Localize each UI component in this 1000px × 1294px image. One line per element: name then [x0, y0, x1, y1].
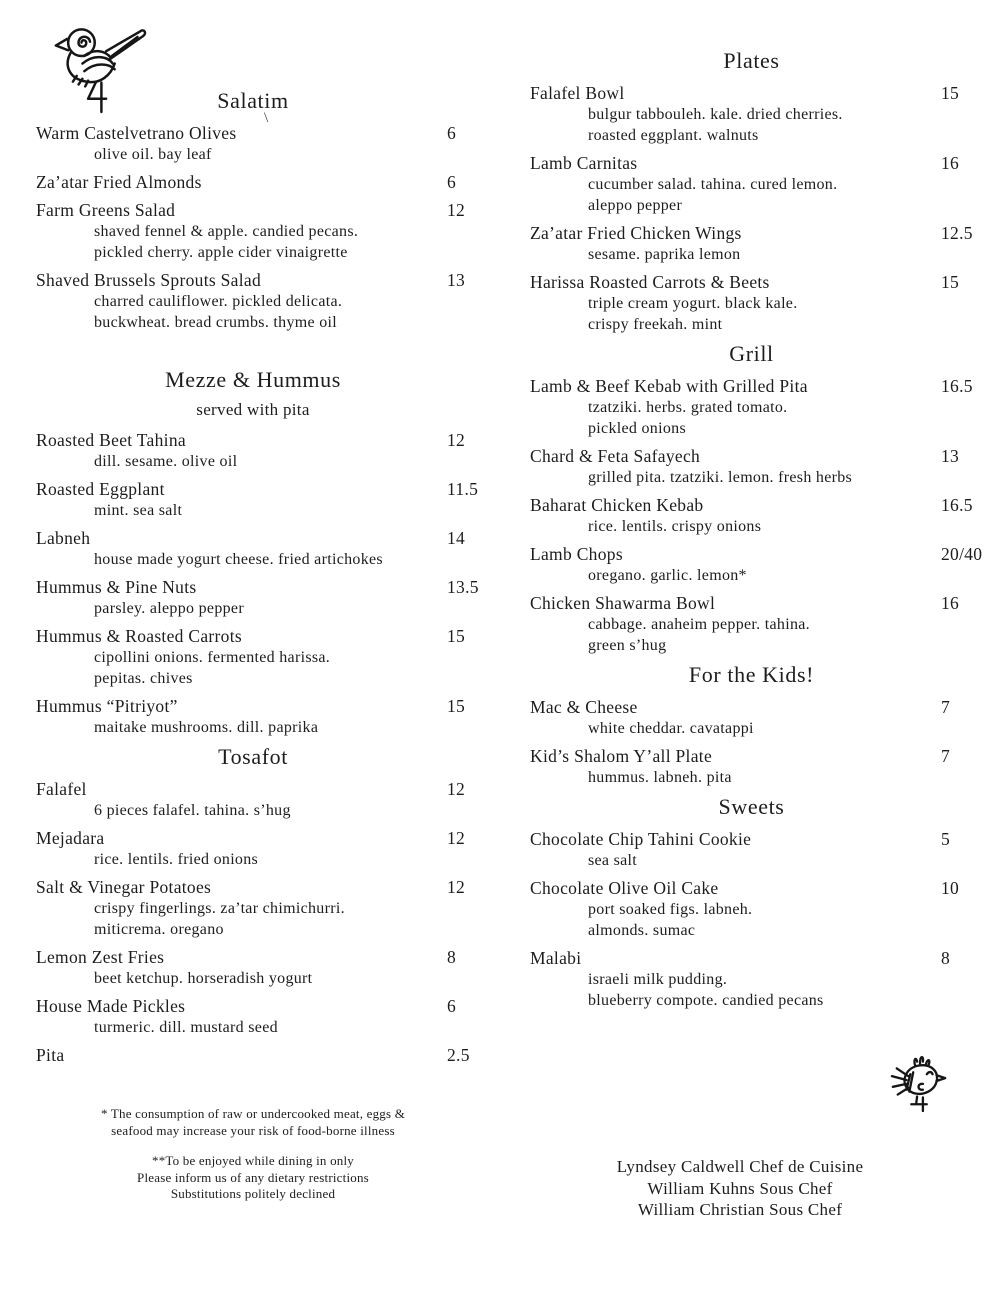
- item-price: 7: [941, 746, 951, 766]
- text-line: William Christian Sous Chef: [637, 1200, 843, 1219]
- item-row: [530, 947, 973, 969]
- item-description: cipollini onions. fermented harissa.: [94, 649, 331, 666]
- chef-credits: [522, 1156, 958, 1221]
- item-price: 8: [447, 947, 457, 967]
- item-description: sesame. paprika lemon: [588, 246, 741, 263]
- item-description: oregano. garlic. lemon*: [588, 567, 747, 584]
- item-row: [530, 828, 973, 850]
- item-row: [36, 576, 479, 598]
- item-row: [530, 82, 973, 104]
- menu-item-chicken-shawarma-bowl: [530, 592, 973, 656]
- menu-item-chocolate-chip-tahini-cookie: [530, 828, 973, 871]
- menu-item-lamb-beef-kebab-with-grilled-pita: [530, 375, 973, 439]
- item-row: [36, 269, 470, 291]
- section-title-for-the-kids: For the Kids!: [688, 662, 815, 687]
- item-name: Hummus & Pine Nuts: [36, 577, 197, 597]
- item-row: [36, 625, 470, 647]
- text-line: William Kuhns Sous Chef: [647, 1178, 833, 1198]
- item-row: [36, 122, 470, 144]
- item-name: Hummus “Pitriyot”: [36, 696, 178, 716]
- item-row: [36, 778, 470, 800]
- item-description: tzatziki. herbs. grated tomato.: [588, 399, 788, 416]
- item-description: rice. lentils. fried onions: [94, 851, 259, 868]
- menu-item-hummus-roasted-carrots: [36, 625, 470, 689]
- left-column: [36, 88, 479, 1072]
- item-price: 13: [447, 270, 466, 290]
- footnote-dining: [36, 1153, 470, 1203]
- item-description: almonds. sumac: [588, 922, 696, 939]
- item-price: 2.5: [447, 1045, 470, 1065]
- footnotes: [36, 1106, 470, 1203]
- item-name: Harissa Roasted Carrots & Beets: [530, 272, 770, 292]
- item-name: Chocolate Olive Oil Cake: [530, 878, 719, 898]
- item-name: Shaved Brussels Sprouts Salad: [36, 270, 262, 290]
- item-price: 12: [447, 828, 466, 848]
- menu-section-tosafot: [36, 744, 470, 1066]
- item-name: Baharat Chicken Kebab: [530, 495, 704, 515]
- section-title-salatim: Salatim: [217, 88, 289, 113]
- item-row: [36, 827, 470, 849]
- footnote-consumption: [36, 1106, 470, 1139]
- item-row: [530, 152, 973, 174]
- item-row: [36, 695, 470, 717]
- item-price: 15: [447, 696, 466, 716]
- item-description: 6 pieces falafel. tahina. s’hug: [94, 802, 291, 819]
- item-row: [530, 494, 973, 516]
- item-row: [36, 946, 470, 968]
- item-row: [36, 429, 470, 451]
- item-description: shaved fennel & apple. candied pecans.: [94, 223, 359, 240]
- item-name: Lamb Carnitas: [530, 153, 638, 173]
- item-description: beet ketchup. horseradish yogurt: [94, 970, 313, 987]
- item-description: pepitas. chives: [94, 670, 193, 687]
- item-description: crispy freekah. mint: [588, 316, 723, 333]
- item-row: [530, 271, 973, 293]
- menu-item-kid-s-shalom-y-all-plate: [530, 745, 973, 788]
- item-description: port soaked figs. labneh.: [588, 901, 753, 918]
- item-row: [530, 375, 973, 397]
- rooster-icon: [886, 1050, 954, 1112]
- item-row: [530, 445, 973, 467]
- item-price: 11.5: [447, 479, 479, 499]
- item-price: 16.5: [941, 376, 973, 396]
- text-line: Lyndsey Caldwell Chef de Cuisine: [616, 1157, 864, 1176]
- item-description: pickled onions: [588, 420, 686, 437]
- item-description: triple cream yogurt. black kale.: [588, 295, 798, 312]
- item-row: [530, 745, 973, 767]
- item-price: 5: [941, 829, 951, 849]
- item-description: rice. lentils. crispy onions: [588, 518, 762, 535]
- text-line: **To be enjoyed while dining in only: [152, 1153, 354, 1168]
- menu-item-labneh: [36, 527, 470, 570]
- item-price: 13: [941, 446, 960, 466]
- item-name: Za’atar Fried Chicken Wings: [530, 223, 742, 243]
- item-name: Chocolate Chip Tahini Cookie: [530, 829, 752, 849]
- item-name: House Made Pickles: [36, 996, 186, 1016]
- menu-section-mezze-hummus: [36, 367, 479, 738]
- item-price: 12: [447, 877, 466, 897]
- menu-item-warm-castelvetrano-olives: [36, 122, 470, 165]
- item-name: Chard & Feta Safayech: [530, 446, 701, 466]
- item-name: Farm Greens Salad: [36, 200, 176, 220]
- item-price: 6: [447, 123, 457, 143]
- item-row: [530, 543, 983, 565]
- item-row: [36, 995, 470, 1017]
- menu-section-sweets: [530, 794, 973, 1011]
- item-description: dill. sesame. olive oil: [94, 453, 238, 470]
- item-price: 12: [447, 779, 466, 799]
- item-price: 12: [447, 430, 466, 450]
- item-description: miticrema. oregano: [94, 921, 224, 938]
- item-description: roasted eggplant. walnuts: [588, 127, 759, 144]
- menu-item-house-made-pickles: [36, 995, 470, 1038]
- item-name: Falafel: [36, 779, 87, 799]
- item-price: 7: [941, 697, 951, 717]
- item-name: Za’atar Fried Almonds: [36, 172, 202, 192]
- item-row: [530, 696, 973, 718]
- left-sections: [36, 88, 479, 1066]
- item-row: [36, 876, 470, 898]
- item-description: sea salt: [588, 852, 638, 869]
- menu-item-falafel-bowl: [530, 82, 973, 146]
- item-row: [36, 527, 470, 549]
- item-row: [530, 592, 973, 614]
- menu-item-roasted-eggplant: [36, 478, 479, 521]
- item-price: 15: [447, 626, 466, 646]
- item-name: Lamb Chops: [530, 544, 623, 564]
- menu-item-roasted-beet-tahina: [36, 429, 470, 472]
- stray-mark: \: [264, 110, 269, 126]
- menu-item-za-atar-fried-almonds: [36, 171, 470, 193]
- menu-section-plates: [530, 48, 973, 335]
- item-name: Mac & Cheese: [530, 697, 638, 717]
- item-name: Hummus & Roasted Carrots: [36, 626, 243, 646]
- section-title-plates: Plates: [723, 48, 780, 73]
- item-description: charred cauliflower. pickled delicata.: [94, 293, 343, 310]
- item-name: Malabi: [530, 948, 582, 968]
- item-price: 10: [941, 878, 960, 898]
- menu-item-farm-greens-salad: [36, 199, 470, 263]
- item-price: 13.5: [447, 577, 479, 597]
- item-description: cabbage. anaheim pepper. tahina.: [588, 616, 810, 633]
- item-row: [36, 199, 470, 221]
- menu-item-shaved-brussels-sprouts-salad: [36, 269, 470, 333]
- item-price: 6: [447, 996, 457, 1016]
- item-row: [36, 478, 479, 500]
- item-description: crispy fingerlings. za’tar chimichurri.: [94, 900, 345, 917]
- right-sections: [530, 48, 983, 1011]
- item-price: 6: [447, 172, 457, 192]
- menu-item-pita: [36, 1044, 470, 1066]
- item-description: mint. sea salt: [94, 502, 183, 519]
- section-title-sweets: Sweets: [718, 794, 785, 819]
- item-description: green s’hug: [588, 637, 667, 654]
- item-description: white cheddar. cavatappi: [588, 720, 754, 737]
- item-description: parsley. aleppo pepper: [94, 600, 244, 617]
- text-line: seafood may increase your risk of food-borne illness: [111, 1122, 395, 1138]
- menu-section-grill: [530, 341, 983, 656]
- section-title-mezze-hummus: Mezze & Hummus: [165, 367, 341, 392]
- section-title-tosafot: Tosafot: [218, 744, 288, 769]
- item-name: Chicken Shawarma Bowl: [530, 593, 716, 613]
- item-price: 16: [941, 593, 960, 613]
- item-name: Salt & Vinegar Potatoes: [36, 877, 212, 897]
- section-subtitle: served with pita: [196, 400, 310, 419]
- item-name: Roasted Eggplant: [36, 479, 165, 499]
- item-description: pickled cherry. apple cider vinaigrette: [94, 244, 348, 261]
- item-description: house made yogurt cheese. fried artichokes: [94, 551, 383, 568]
- item-description: turmeric. dill. mustard seed: [94, 1019, 278, 1036]
- item-description: buckwheat. bread crumbs. thyme oil: [94, 314, 338, 331]
- menu-item-chocolate-olive-oil-cake: [530, 877, 973, 941]
- item-price: 8: [941, 948, 951, 968]
- item-row: [530, 877, 973, 899]
- item-price: 12.5: [941, 223, 973, 243]
- right-column: [530, 48, 983, 1017]
- menu-item-lemon-zest-fries: [36, 946, 470, 989]
- item-name: Pita: [36, 1045, 65, 1065]
- menu-item-za-atar-fried-chicken-wings: [530, 222, 973, 265]
- menu-item-malabi: [530, 947, 973, 1011]
- item-row: [36, 1044, 470, 1066]
- item-price: 12: [447, 200, 466, 220]
- item-description: israeli milk pudding.: [588, 971, 728, 988]
- item-description: cucumber salad. tahina. cured lemon.: [588, 176, 838, 193]
- menu-item-hummus-pitriyot: [36, 695, 470, 738]
- item-price: 15: [941, 272, 960, 292]
- item-name: Falafel Bowl: [530, 83, 625, 103]
- menu-item-harissa-roasted-carrots-beets: [530, 271, 973, 335]
- item-description: hummus. labneh. pita: [588, 769, 732, 786]
- menu-item-mejadara: [36, 827, 470, 870]
- item-name: Roasted Beet Tahina: [36, 430, 186, 450]
- item-price: 20/40: [941, 544, 983, 564]
- menu-item-lamb-chops: [530, 543, 983, 586]
- item-name: Labneh: [36, 528, 91, 548]
- menu-section-for-the-kids: [530, 662, 973, 788]
- text-line: * The consumption of raw or undercooked meat, eggs &: [100, 1106, 406, 1121]
- menu-item-baharat-chicken-kebab: [530, 494, 973, 537]
- menu-item-mac-cheese: [530, 696, 973, 739]
- item-price: 16: [941, 153, 960, 173]
- item-price: 14: [447, 528, 466, 548]
- text-line: Please inform us of any dietary restrictions: [137, 1169, 369, 1185]
- section-title-grill: Grill: [729, 341, 774, 366]
- menu-item-hummus-pine-nuts: [36, 576, 479, 619]
- item-description: aleppo pepper: [588, 197, 683, 214]
- item-description: bulgur tabbouleh. kale. dried cherries.: [588, 106, 843, 123]
- item-name: Mejadara: [36, 828, 105, 848]
- item-row: [530, 222, 973, 244]
- item-price: 16.5: [941, 495, 973, 515]
- menu-item-lamb-carnitas: [530, 152, 973, 216]
- item-description: grilled pita. tzatziki. lemon. fresh herbs: [588, 469, 853, 486]
- item-row: [36, 171, 470, 193]
- item-name: Lemon Zest Fries: [36, 947, 165, 967]
- item-description: maitake mushrooms. dill. paprika: [94, 719, 319, 736]
- item-name: Lamb & Beef Kebab with Grilled Pita: [530, 376, 808, 396]
- item-price: 15: [941, 83, 960, 103]
- menu-item-salt-vinegar-potatoes: [36, 876, 470, 940]
- item-description: olive oil. bay leaf: [94, 146, 212, 163]
- item-name: Kid’s Shalom Y’all Plate: [530, 746, 713, 766]
- menu-section-salatim: [36, 88, 470, 333]
- item-description: blueberry compote. candied pecans: [588, 992, 824, 1009]
- text-line: Substitutions politely declined: [170, 1186, 336, 1201]
- menu-item-chard-feta-safayech: [530, 445, 973, 488]
- menu-item-falafel: [36, 778, 470, 821]
- item-name: Warm Castelvetrano Olives: [36, 123, 237, 143]
